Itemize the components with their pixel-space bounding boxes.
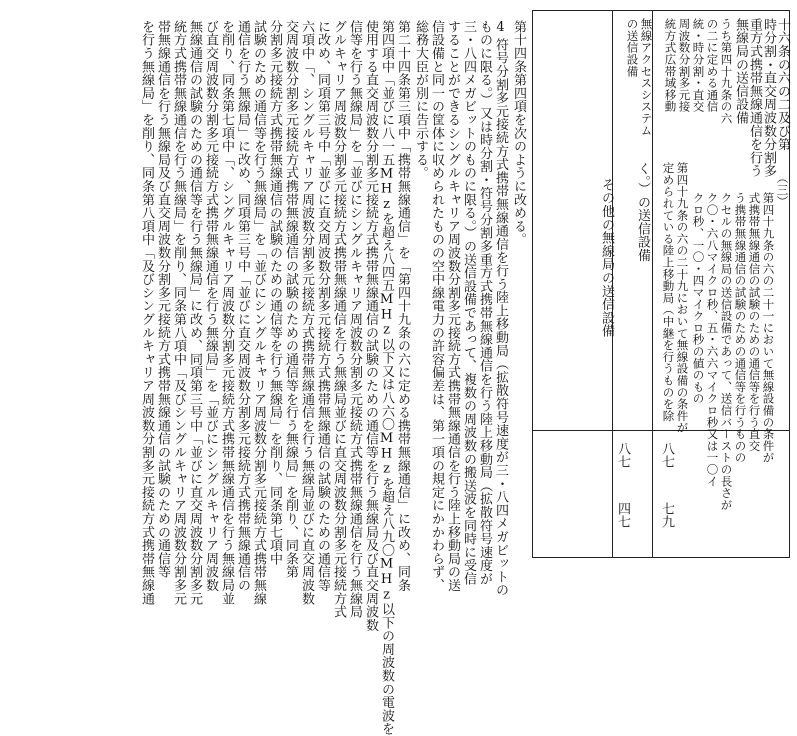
table-row1-sub-4: 無線アクセスシステム xyxy=(639,18,654,136)
paragraph4-line-5: 信設備と同一の筐体に収められたものの空中線電力の許容偏差は、第一項の規定にかかわらず、 xyxy=(429,20,444,592)
table-row1-label-3: 重方式携帯無線通信を行う xyxy=(747,18,762,178)
paragraph4-line-1: 符号分割多元接続方式携帯無線通信を行う陸上移動局（拡散符号速度が三・八四メガビットの xyxy=(493,38,508,597)
table-row1-extra-1: うち第四十九条の六 xyxy=(719,18,734,125)
table-row1-entry-2: 式携帯無線通信の試験のための通信等を行う直交 xyxy=(747,192,762,452)
body-line-15: 統方式携帯無線通信を行う無線局」を削り、同条第八項中「及びシングルキャリア周波数分割多元 xyxy=(171,20,186,606)
table-row1-entry-0: （三） xyxy=(775,172,790,208)
body-line-2: 第四項中「並びに八一五MHzを超え八四五MHz以下又は八六〇MHzを超え八九〇MHz以下の周波数の電波を xyxy=(379,20,394,736)
table-row3-label: その他の無線局の送信設備 xyxy=(599,178,614,338)
body-line-1: 第二十四条第三項中「携帯無線通信」を「第四十九条の六に定める携帯無線通信」に改め、同条 xyxy=(395,20,410,592)
table-row1-label-4: 無線局の送信設備 xyxy=(733,18,748,125)
table-row2-line-2: 定められている陸上移動局（中継を行うものを除 xyxy=(661,162,676,422)
table-row1-entry-6: クロ秒、一〇・四マイクロ秒の値のもの xyxy=(691,192,706,405)
body-line-16: 帯無線通信を行う無線局及び直交周波数分割多元接続方式携帯無線通信の試験のための通信等 xyxy=(155,20,170,579)
body-line-12: を削り、同条第七項中「、シングルキャリア周波数分割多元接続方式携帯無線通信を行う無線局並 xyxy=(219,20,234,606)
table-value-2b: 四七 xyxy=(615,502,630,529)
table-value-1b: 八七 xyxy=(615,442,630,469)
body-line-6: に改め、同項第三号中「並びに直交周波数分割多元接続方式携帯無線通信の試験のための通信等 xyxy=(315,20,330,592)
paragraph4-line-2: ものに限る。）又は時分割・符号分割多重方式携帯無線通信を行う陸上移動局（拡散符号速度が xyxy=(477,20,492,586)
table-row1-extra-2: の二に定める通信 xyxy=(705,18,720,113)
paragraph4-line-6: 総務大臣が別に告示する。 xyxy=(413,20,428,180)
body-line-14: 無線通信の試験のための通信等を行う無線局」に改め、同項第三号中「並びに直交周波数分割多元 xyxy=(187,20,202,606)
table-row1-sub-5: の送信設備 xyxy=(625,18,640,77)
table-row1-sub-2: 周波数分割多元接 xyxy=(677,18,692,113)
body-line-11: 通信を行う無線局」に改め、同項第三号中「並びに直交周波数分割多元接続方式携帯無線通信の xyxy=(235,20,250,592)
table-row2-line-1: 第四十九条の六の二十九において無線設備の条件が xyxy=(675,162,690,434)
table-row1-entry-3: う携帯無線通信の試験のための通信等を行うものの xyxy=(733,192,748,464)
table-row2-line-3: く。）の送信設備 xyxy=(635,162,650,262)
body-line-10: 試験のための通信等を行う無線局」を「並びにシングルキャリア周波数分割多元接続方式携帯無線 xyxy=(251,20,266,606)
amendment-heading: 第十四条第四項を次のように改める。 xyxy=(511,20,526,247)
body-line-4: 信等を行う無線局」を「並びにシングルキャリア周波数分割多元接続方式携帯無線通信を行う無線局 xyxy=(347,20,362,619)
paragraph-number-4: 4 xyxy=(493,20,508,36)
table-row1-sub-3: 統方式広帯域移動 xyxy=(663,18,678,113)
body-line-13: び直交周波数分割多元接続方式携帯無線通信を行う無線局」を「並びにシングルキャリア周波数 xyxy=(203,20,218,592)
body-line-3: 使用する直交周波数分割多元接続方式携帯無線通信の試験のための通信等を行う無線局及び直交周波数 xyxy=(363,20,378,632)
body-line-9: 分割多元接続方式携帯無線通信の試験のための通信等を行う無線局」を削り、同条第七項中 xyxy=(267,20,282,566)
paragraph4-line-3: 三・八四メガビットのものに限る。）の送信設備であって、複数の周波数の搬送波を同時に受信 xyxy=(461,20,476,586)
body-line-7: 六項中「、シングルキャリア周波数分割多元接続方式携帯無線通信を行う無線局並びに直交周波数 xyxy=(299,20,314,606)
body-line-17: を行う無線局」を削り、同条第八項中「及びシングルキャリア周波数分割多元接続方式携帯無線通 xyxy=(139,20,154,606)
table-row1-sub-1: 統・時分割・直交 xyxy=(691,18,706,113)
table-row1-label-2: 時分割・直交周波数分割多 xyxy=(761,18,776,178)
table-value-2a: 七九 xyxy=(659,502,674,529)
paragraph4-line-4: することができるシングルキャリア周波数分割多元接続方式携帯無線通信を行う陸上移動局の送 xyxy=(445,20,460,592)
table-row1-entry-5: ク〇・六八マイクロ秒、五・六六マイクロ秒又は一〇イ xyxy=(705,192,720,487)
table-row1-entry-1: 第四十九条の六の二十一において無線設備の条件が xyxy=(761,192,776,464)
table-row1-entry-4: クセルの無線局の送信設備であって、送信バーストの長さが xyxy=(719,192,734,511)
body-line-5: グルキャリア周波数分割多元接続方式携帯無線通信を行う無線局並びに直交周波数分割多元接続方式 xyxy=(331,20,346,619)
table-row1-label-1: 十六条の六の二及び第 xyxy=(775,18,790,151)
body-line-8: 交周波数分割多元接続方式携帯無線通信の試験のための通信等を行う無線局」を削り、同条第 xyxy=(283,20,298,579)
table-value-1a: 八七 xyxy=(659,442,674,469)
